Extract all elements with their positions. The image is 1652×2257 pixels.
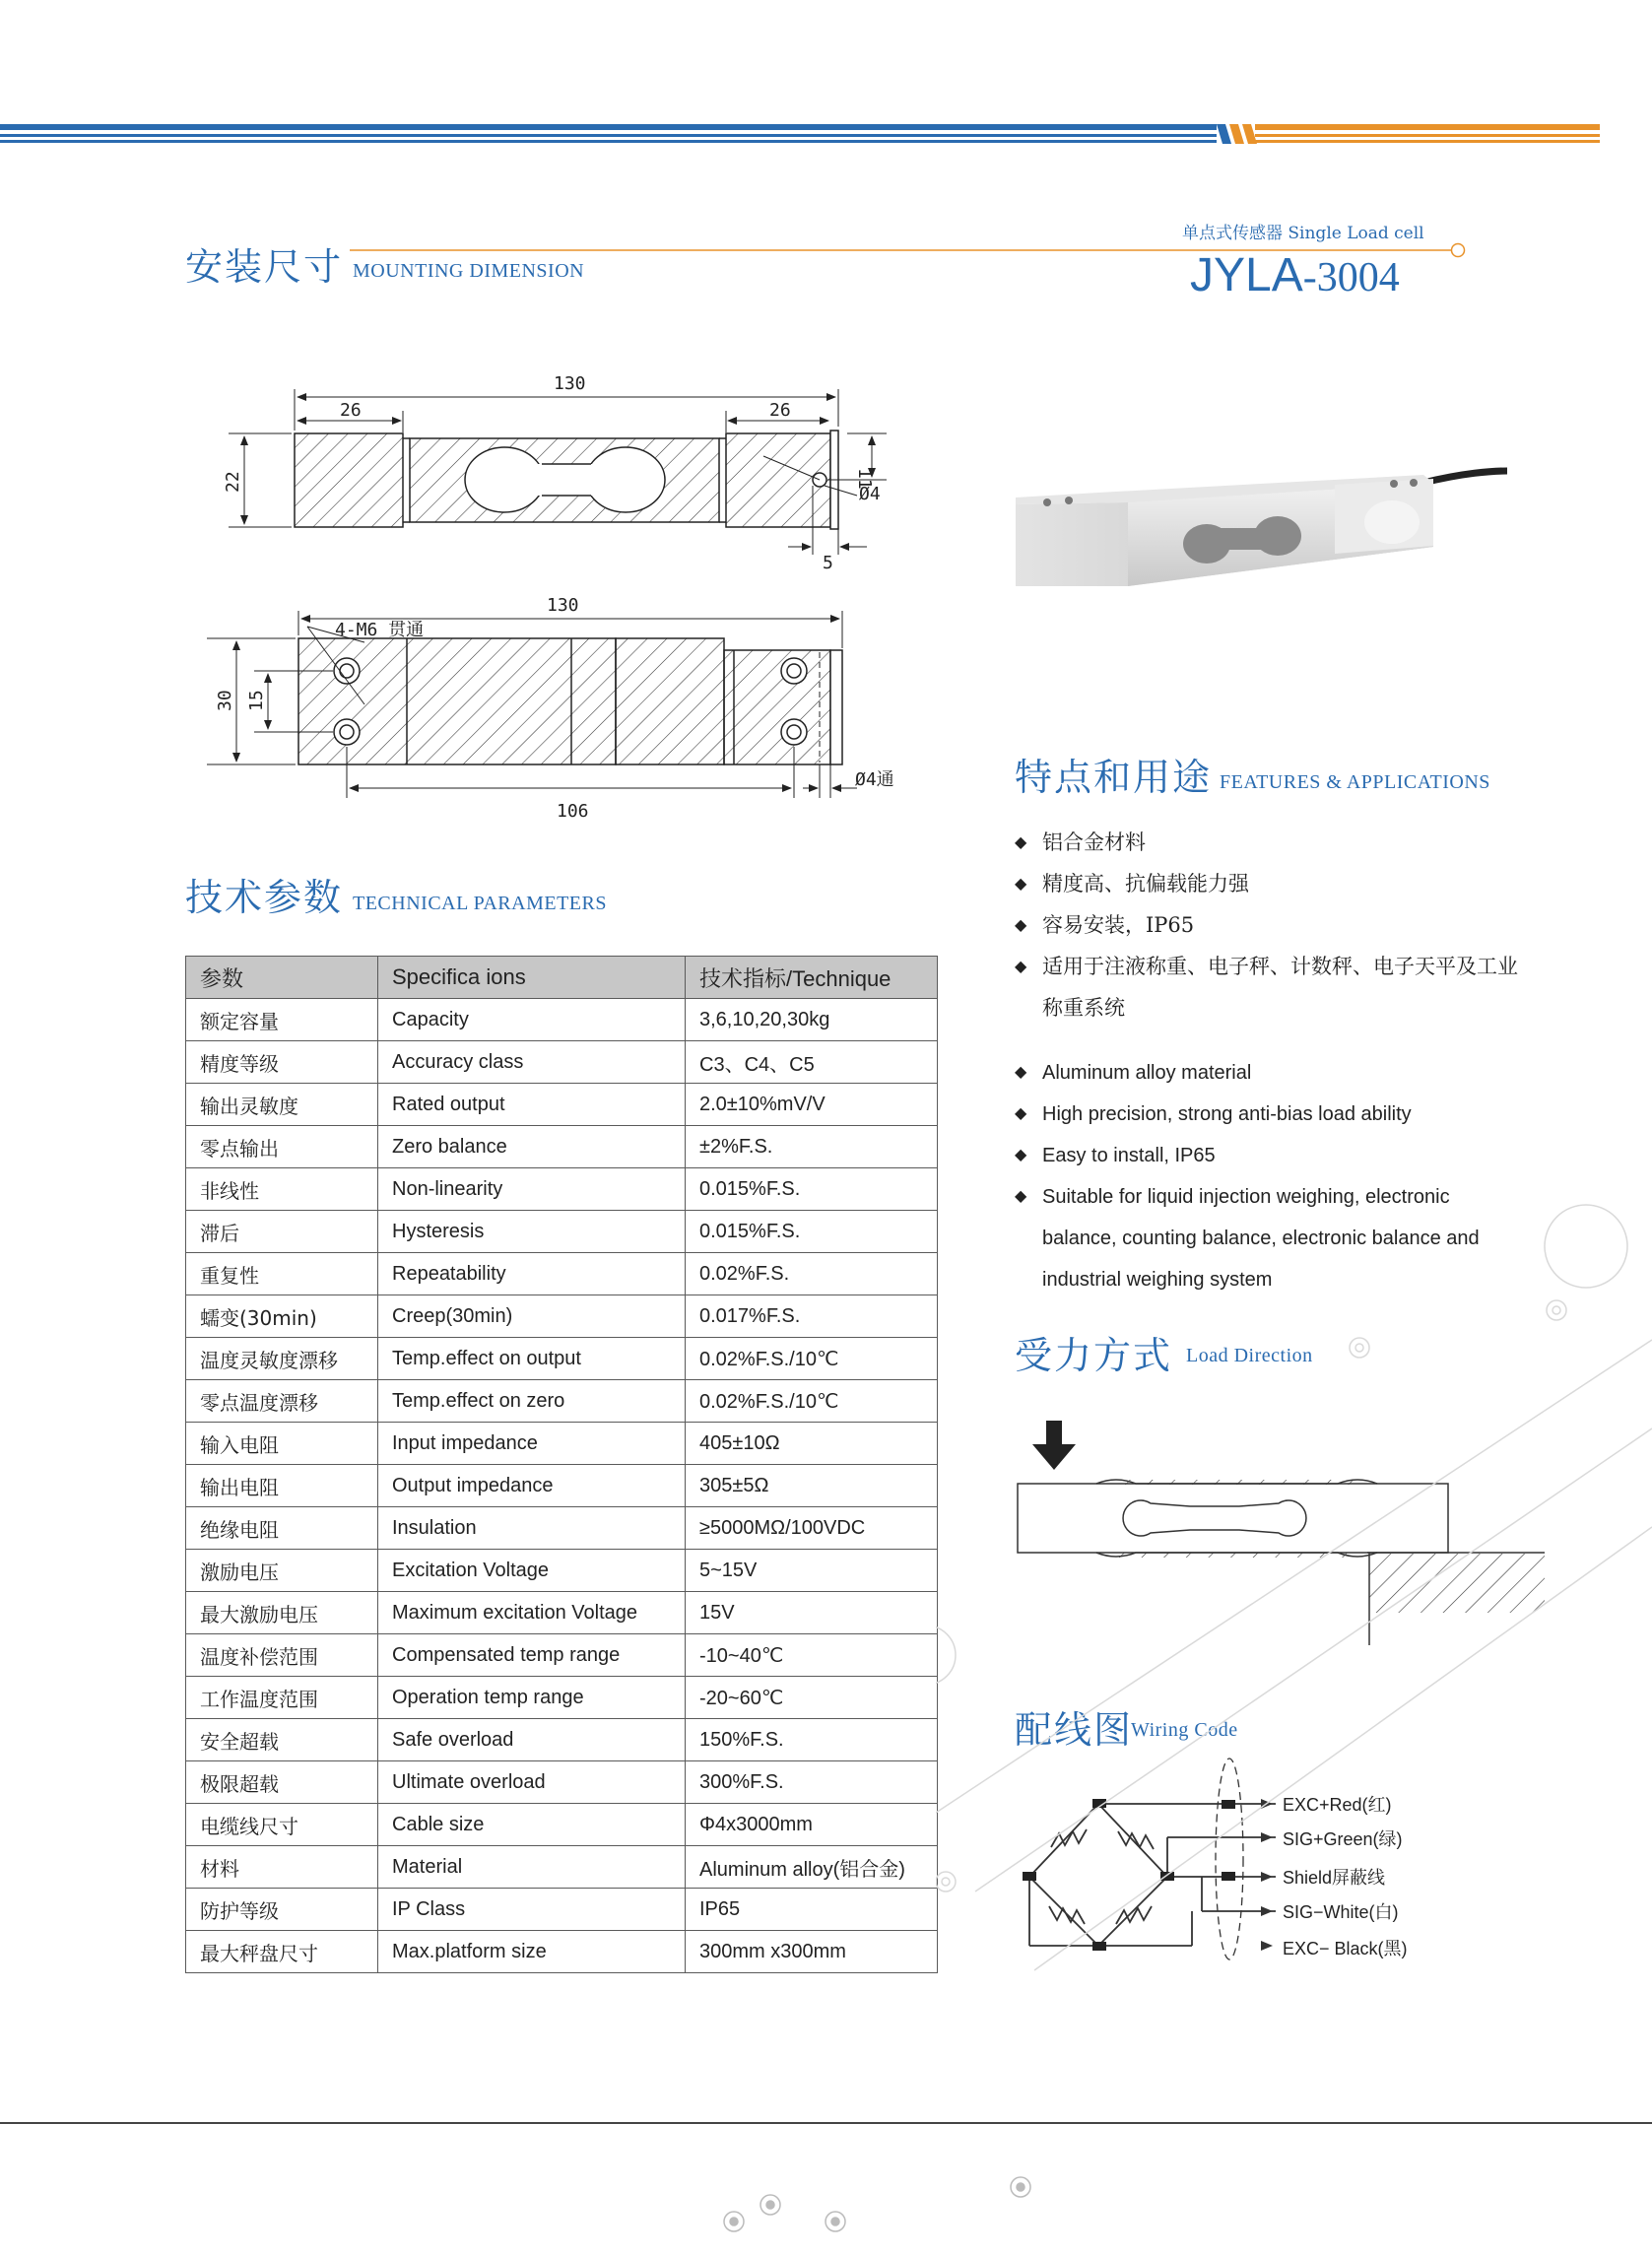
table-row [186, 1253, 938, 1295]
features-cn-list [1015, 822, 1527, 1029]
param-en-cell: Compensated temp range [378, 1634, 686, 1677]
table-row [186, 1423, 938, 1465]
param-value-cell: 0.015%F.S. [686, 1211, 938, 1253]
stripe-blue-3 [0, 140, 1217, 143]
param-cn-cell: 零点输出 [186, 1126, 378, 1168]
table-row [186, 1804, 938, 1846]
param-value-cell: 150%F.S. [686, 1719, 938, 1761]
drawing-side-view [207, 591, 916, 828]
feature-en-item: ◆ Aluminum alloy material [1015, 1052, 1527, 1094]
feature-en-item: ◆ High precision, strong anti-bias load ability [1015, 1094, 1527, 1135]
param-cn-cell: 输出电阻 [186, 1465, 378, 1507]
table-header-cell: Specifica ions [378, 957, 686, 999]
dim-side-hole-spacing: 15 [246, 690, 267, 711]
param-value-cell: Aluminum alloy(铝合金) [686, 1846, 938, 1889]
features-title-cn: 特点和用途 [1015, 756, 1213, 799]
wire-label-sig-plus: SIG+Green(绿) [1283, 1829, 1403, 1849]
param-value-cell: 300mm x300mm [686, 1931, 938, 1973]
param-value-cell: 0.02%F.S. [686, 1253, 938, 1295]
dim-side-through-hole: Ø4通 [855, 769, 894, 790]
param-cn-cell: 零点温度漂移 [186, 1380, 378, 1423]
drawing-top-view [217, 369, 926, 576]
dim-side-height: 30 [215, 690, 235, 711]
param-cn-cell: 输入电阻 [186, 1423, 378, 1465]
param-cn-cell: 精度等级 [186, 1041, 378, 1084]
param-cn-cell: 重复性 [186, 1253, 378, 1295]
param-value-cell: C3、C4、C5 [686, 1041, 938, 1084]
wire-label-sig-minus: SIG−White(白) [1283, 1902, 1399, 1922]
table-row [186, 1084, 938, 1126]
footer-dots [709, 2167, 1044, 2236]
feature-cn-item: ◆ 铝合金材料 [1015, 822, 1527, 863]
spec-table [185, 956, 938, 1973]
param-value-cell: 0.02%F.S./10℃ [686, 1380, 938, 1423]
param-value-cell: 0.02%F.S./10℃ [686, 1338, 938, 1380]
param-en-cell: Temp.effect on zero [378, 1380, 686, 1423]
dim-side-overall: 130 [547, 595, 579, 616]
param-cn-cell: 温度灵敏度漂移 [186, 1338, 378, 1380]
param-en-cell: Material [378, 1846, 686, 1889]
table-header-row [186, 957, 938, 999]
param-value-cell: 15V [686, 1592, 938, 1634]
table-row [186, 1719, 938, 1761]
feature-en-item: ◆ Suitable for liquid injection weighing, electronic balance, counting balance, electronic balance and industrial weighing system [1015, 1176, 1527, 1300]
param-cn-cell: 电缆线尺寸 [186, 1804, 378, 1846]
mounting-title-cn: 安装尺寸 [185, 245, 344, 289]
param-en-cell: Output impedance [378, 1465, 686, 1507]
wire-label-exc-plus: EXC+Red(红) [1283, 1795, 1392, 1815]
param-cn-cell: 绝缘电阻 [186, 1507, 378, 1550]
dim-top-height: 22 [223, 471, 243, 493]
wire-label-shield: Shield屏蔽线 [1283, 1868, 1386, 1888]
param-value-cell: 405±10Ω [686, 1423, 938, 1465]
dim-side-thread-note: 4-M6 贯通 [335, 620, 425, 640]
table-row [186, 1465, 938, 1507]
dim-top-overall: 130 [554, 373, 586, 394]
param-cn-cell: 非线性 [186, 1168, 378, 1211]
dim-top-right-end: 26 [769, 400, 791, 421]
param-en-cell: Zero balance [378, 1126, 686, 1168]
table-row [186, 1761, 938, 1804]
param-value-cell: Φ4x3000mm [686, 1804, 938, 1846]
load-title-en: Load Direction [1186, 1345, 1313, 1366]
feature-en-item: ◆ Easy to install, IP65 [1015, 1135, 1527, 1176]
stripe-blue-1 [0, 124, 1217, 130]
table-header-cell: 参数 [186, 957, 378, 999]
param-cn-cell: 防护等级 [186, 1889, 378, 1931]
param-cn-cell: 安全超载 [186, 1719, 378, 1761]
param-value-cell: ≥5000MΩ/100VDC [686, 1507, 938, 1550]
wiring-title-cn: 配线图 [1015, 1708, 1134, 1752]
table-row [186, 1507, 938, 1550]
param-en-cell: Accuracy class [378, 1041, 686, 1084]
param-en-cell: Capacity [378, 999, 686, 1041]
table-row [186, 999, 938, 1041]
param-value-cell: 300%F.S. [686, 1761, 938, 1804]
parameters-title-en: TECHNICAL PARAMETERS [353, 893, 607, 914]
param-cn-cell: 极限超载 [186, 1761, 378, 1804]
param-cn-cell: 滞后 [186, 1211, 378, 1253]
param-en-cell: Temp.effect on output [378, 1338, 686, 1380]
features-title-en: FEATURES & APPLICATIONS [1220, 771, 1490, 793]
param-en-cell: Ultimate overload [378, 1761, 686, 1804]
param-en-cell: Operation temp range [378, 1677, 686, 1719]
model-number [1190, 248, 1400, 302]
dim-top-left-end: 26 [340, 400, 362, 421]
param-cn-cell: 额定容量 [186, 999, 378, 1041]
model-prefix: JYLA [1190, 249, 1303, 301]
param-cn-cell: 最大秤盘尺寸 [186, 1931, 378, 1973]
parameters-title-cn: 技术参数 [185, 876, 344, 919]
param-value-cell: -20~60℃ [686, 1677, 938, 1719]
param-en-cell: Rated output [378, 1084, 686, 1126]
wire-label-exc-minus: EXC− Black(黑) [1283, 1939, 1408, 1958]
feature-cn-item: ◆ 适用于注液称重、电子秤、计数秤、电子天平及工业称重系统 [1015, 946, 1527, 1029]
param-value-cell: 5~15V [686, 1550, 938, 1592]
load-title-cn: 受力方式 [1015, 1334, 1173, 1377]
wiring-title-en: Wiring Code [1131, 1719, 1238, 1741]
table-row [186, 1846, 938, 1889]
decorative-circuit [936, 1202, 1652, 2089]
param-en-cell: IP Class [378, 1889, 686, 1931]
param-cn-cell: 输出灵敏度 [186, 1084, 378, 1126]
table-row [186, 1889, 938, 1931]
param-en-cell: Input impedance [378, 1423, 686, 1465]
product-image [1010, 463, 1512, 601]
feature-cn-item: ◆ 容易安装，IP65 [1015, 904, 1527, 946]
table-row [186, 1338, 938, 1380]
param-en-cell: Safe overload [378, 1719, 686, 1761]
table-row [186, 1592, 938, 1634]
table-row [186, 1041, 938, 1084]
dim-side-hole-distance: 106 [557, 801, 589, 822]
feature-cn-item: ◆ 精度高、抗偏载能力强 [1015, 863, 1527, 904]
param-en-cell: Hysteresis [378, 1211, 686, 1253]
param-cn-cell: 材料 [186, 1846, 378, 1889]
dim-top-edge: 5 [823, 553, 833, 573]
param-en-cell: Max.platform size [378, 1931, 686, 1973]
spec-table-body [186, 999, 938, 1973]
param-value-cell: 3,6,10,20,30kg [686, 999, 938, 1041]
mounting-title-en: MOUNTING DIMENSION [353, 260, 585, 282]
param-en-cell: Excitation Voltage [378, 1550, 686, 1592]
stripe-blue-2 [0, 134, 1217, 137]
param-value-cell: 2.0±10%mV/V [686, 1084, 938, 1126]
param-en-cell: Non-linearity [378, 1168, 686, 1211]
dim-top-hole-dia: Ø4 [859, 484, 881, 504]
table-row [186, 1380, 938, 1423]
table-row [186, 1211, 938, 1253]
param-en-cell: Repeatability [378, 1253, 686, 1295]
dim-top-hole-offset: 11 [854, 468, 875, 490]
param-value-cell: ±2%F.S. [686, 1126, 938, 1168]
model-suffix: -3004 [1302, 255, 1400, 300]
param-value-cell: 0.017%F.S. [686, 1295, 938, 1338]
table-row [186, 1295, 938, 1338]
param-cn-cell: 最大激励电压 [186, 1592, 378, 1634]
table-row [186, 1931, 938, 1973]
table-row [186, 1634, 938, 1677]
param-en-cell: Maximum excitation Voltage [378, 1592, 686, 1634]
table-row [186, 1550, 938, 1592]
stripe-accent [1212, 122, 1606, 146]
param-cn-cell: 工作温度范围 [186, 1677, 378, 1719]
param-value-cell: 305±5Ω [686, 1465, 938, 1507]
footer-rule [0, 2122, 1652, 2124]
param-cn-cell: 激励电压 [186, 1550, 378, 1592]
param-value-cell: -10~40℃ [686, 1634, 938, 1677]
param-en-cell: Insulation [378, 1507, 686, 1550]
product-category: 单点式传感器 Single Load cell [1182, 224, 1424, 243]
param-cn-cell: 蠕变(30min) [186, 1295, 378, 1338]
table-header-cell: 技术指标/Technique [686, 957, 938, 999]
param-value-cell: IP65 [686, 1889, 938, 1931]
param-en-cell: Creep(30min) [378, 1295, 686, 1338]
table-row [186, 1168, 938, 1211]
table-row [186, 1677, 938, 1719]
param-cn-cell: 温度补偿范围 [186, 1634, 378, 1677]
param-value-cell: 0.015%F.S. [686, 1168, 938, 1211]
table-row [186, 1126, 938, 1168]
param-en-cell: Cable size [378, 1804, 686, 1846]
